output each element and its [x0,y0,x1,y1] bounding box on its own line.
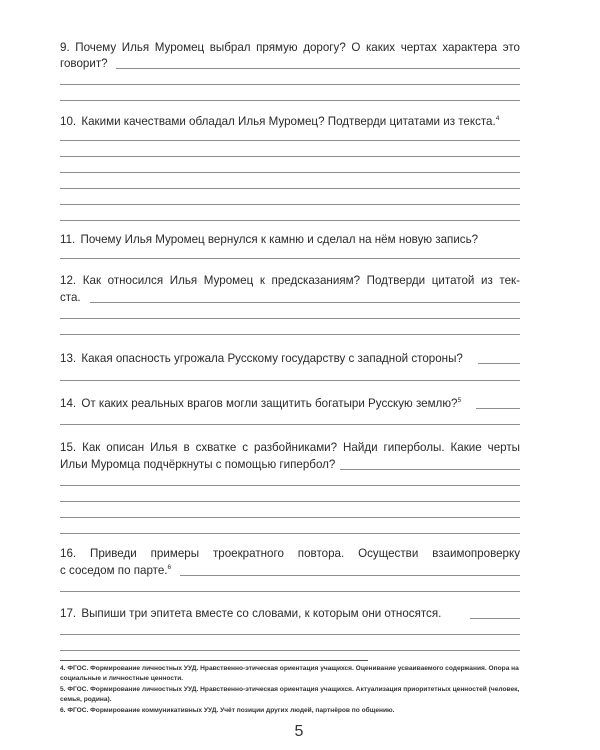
question-14 [60,394,520,414]
answer-line[interactable] [90,302,520,303]
question-17 [60,604,520,624]
question-text: Выпиши три эпитета вместе со словами, к которым они относятся. [81,607,442,620]
question-9-line-1: 9. Почему Илья Муромец выбрал прямую дорогу? О каких чертах характера это [60,41,520,54]
answer-line[interactable] [60,485,520,486]
answer-line[interactable] [60,318,520,319]
question-text: Какая опасность угрожала Русскому государству с западной стороны? [81,352,463,365]
question-text: Почему Илья Муромец вернулся к камню и сделал на нём новую запись? [80,233,479,246]
answer-line[interactable] [60,533,520,534]
answer-line[interactable] [476,408,520,409]
question-text: Какими качествами обладал Илья Муромец? Подтверди цитатами из текста. [81,115,496,128]
answer-line[interactable] [60,334,520,335]
question-number: 11. [60,233,76,246]
footnote-text: ФГОС. Формирование коммуникативных УУД. Учёт позиции других людей, партнёров по общению. [67,707,395,714]
footnote-number: 4. [60,665,66,672]
footnote-number: 6. [60,707,66,714]
answer-line[interactable] [60,258,520,259]
answer-line[interactable] [60,517,520,518]
question-10 [60,112,520,132]
answer-line[interactable] [180,575,520,576]
question-12-line-2: ста. [60,291,81,304]
question-16-line-1: 16. Приведи примеры троекратного повтора. Осуществи взаимопроверку [60,547,520,560]
answer-line[interactable] [60,156,520,157]
answer-line[interactable] [470,618,520,619]
question-text: От каких реальных врагов могли защитить богатыри Русскую землю? [81,397,458,410]
question-9-line-2: говорит? [60,57,108,70]
question-12-line-1: 12. Как относился Илья Муромец к предсказаниям? Подтверди цитатой из тек- [60,274,520,287]
answer-line[interactable] [60,188,520,189]
answer-line[interactable] [60,634,520,635]
footnote-ref: 6 [167,564,172,571]
question-15-line-2: Ильи Муромца подчёркнуты с помощью гипербол? [60,458,336,471]
question-11 [60,230,520,250]
answer-line[interactable] [60,424,520,425]
question-number: 14. [60,397,77,410]
answer-line[interactable] [60,84,520,85]
answer-line[interactable] [60,380,520,381]
footnote-separator [60,660,368,661]
answer-line[interactable] [340,469,520,470]
answer-line[interactable] [60,591,520,592]
answer-line[interactable] [60,204,520,205]
answer-line[interactable] [60,220,520,221]
question-number: 13. [60,352,77,365]
answer-line[interactable] [60,140,520,141]
question-number: 17. [60,607,77,620]
question-16-line-2 [60,561,520,581]
footnote-text: ФГОС. Формирование личностных УУД. Нравственно-этическая ориентация учащихся. Актуализация приоритетных ценностей (человек, семья, родина). [60,686,520,703]
answer-line[interactable] [60,650,520,651]
question-15-line-1: 15. Как описан Илья в схватке с разбойниками? Найди гиперболы. Какие черты [60,441,520,454]
footnote-ref: 5 [457,397,462,404]
footnote-6 [60,706,530,716]
answer-line[interactable] [60,172,520,173]
page-number: 5 [294,723,304,740]
footnote-ref: 4 [495,115,500,122]
question-number: 10. [60,115,77,128]
footnote-4 [60,664,530,684]
answer-line[interactable] [116,68,520,69]
question-13 [60,349,520,369]
footnote-number: 5. [60,686,66,693]
footnote-text: ФГОС. Формирование личностных УУД. Нравственно-этическая ориентация учащихся. Оценивание усваиваемого содержания. Опора на социальные и личностные ценности. [60,665,519,682]
answer-line[interactable] [60,501,520,502]
question-text: с соседом по парте. [60,564,168,577]
answer-line[interactable] [478,363,520,364]
answer-line[interactable] [60,100,520,101]
footnote-5 [60,685,530,705]
